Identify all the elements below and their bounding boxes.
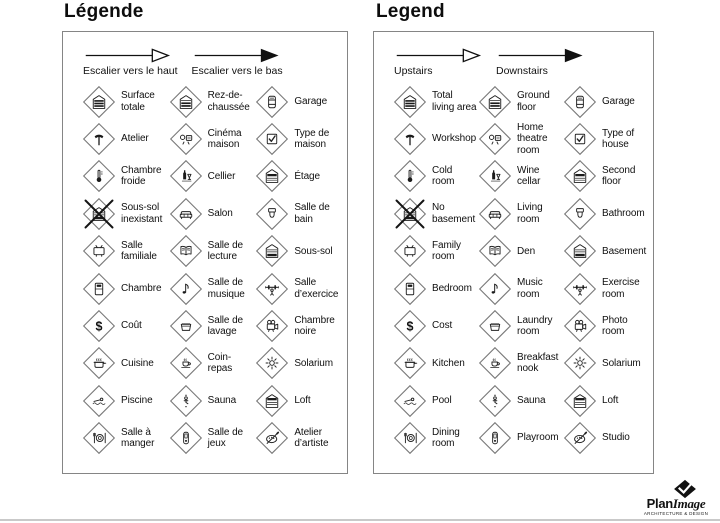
legend-item-thermometer <box>81 158 168 195</box>
legend-item-label: Salle de bain <box>294 202 330 225</box>
legend-item-label: Cellier <box>207 170 236 182</box>
swimmer-icon <box>81 383 117 419</box>
stairs-up-entry <box>83 48 178 77</box>
legend-item-label: Breakfast nook <box>517 351 559 375</box>
legend-item-palette <box>562 420 647 457</box>
english-legend-title: Legend <box>376 1 445 22</box>
legend-item-label: Solarium <box>602 357 641 369</box>
legend-item-label: Salle de lavage <box>207 314 243 338</box>
legend-item-label: Solarium <box>294 357 333 369</box>
barbell-icon <box>254 271 290 307</box>
sun-icon <box>254 345 290 381</box>
sofa-icon <box>477 196 513 232</box>
legend-item-floor-second <box>562 158 647 195</box>
legend-item-label: Coût <box>121 320 142 332</box>
legend-item-label: Home theatre room <box>517 121 548 156</box>
stairs-down-arrow-icon <box>496 48 584 63</box>
legend-item-bed <box>81 270 168 307</box>
stairs-arrows <box>83 48 341 77</box>
swimmer-icon <box>392 383 428 419</box>
legend-item-label: Cold room <box>432 164 455 188</box>
legend-item-book <box>168 233 255 270</box>
legend-item-toilet <box>254 195 341 232</box>
legend-item-label: Cuisine <box>121 357 154 369</box>
wine-icon <box>477 158 513 194</box>
legend-item-floor-basement <box>254 233 341 270</box>
legend-item-label: Coin-repas <box>207 351 233 375</box>
legend-item-label: Chambre froide <box>121 164 162 188</box>
legend-item-sofa <box>168 195 255 232</box>
stairs-down-label: Escalier vers le bas <box>191 65 283 77</box>
coffee-cup-icon <box>477 345 513 381</box>
check-box-icon <box>562 121 598 157</box>
legend-item-label: Rez-de-chaussée <box>207 90 250 113</box>
legend-item-label: Studio <box>602 432 630 444</box>
floor-ground-icon <box>477 84 513 120</box>
legend-item-label: Cost <box>432 320 453 332</box>
coffee-cup-icon <box>168 345 204 381</box>
legend-item-label: Ground floor <box>517 90 550 113</box>
legend-item-label: Kitchen <box>432 357 465 369</box>
stairs-down-arrow-icon <box>192 48 280 63</box>
laundry-icon <box>477 308 513 344</box>
legend-item-label: Laundry room <box>517 314 553 338</box>
dollar-icon <box>81 308 117 344</box>
stairs-down-entry <box>192 48 283 77</box>
projector-icon <box>477 121 513 157</box>
music-note-icon <box>477 271 513 307</box>
tv-icon <box>81 233 117 269</box>
thermometer-icon <box>392 158 428 194</box>
legend-item-label: Family room <box>432 239 461 263</box>
legend-item-barbell <box>562 270 647 307</box>
legend-item-plate <box>392 420 477 457</box>
thermometer-icon <box>81 158 117 194</box>
stairs-down-label: Downstairs <box>496 65 548 77</box>
toy-icon <box>477 420 513 456</box>
hammer-icon <box>81 121 117 157</box>
legend-item-label: Garage <box>602 95 635 107</box>
palette-icon <box>562 420 598 456</box>
english-legend-panel <box>373 31 654 474</box>
legend-item-coffee-cup <box>477 345 562 382</box>
english-legend-grid <box>392 83 647 457</box>
music-note-icon <box>168 271 204 307</box>
legend-item-floor-basement <box>392 195 477 232</box>
legend-item-wine <box>168 158 255 195</box>
toilet-icon <box>254 196 290 232</box>
legend-item-music-note <box>477 270 562 307</box>
legend-item-wine <box>477 158 562 195</box>
legend-item-coffee-cup <box>168 345 255 382</box>
floor-second-icon <box>254 158 290 194</box>
book-icon <box>168 233 204 269</box>
legend-item-tv <box>392 233 477 270</box>
stairs-up-label: Escalier vers le haut <box>83 65 178 77</box>
floor-ground-icon <box>168 84 204 120</box>
wine-icon <box>168 158 204 194</box>
stairs-up-label: Upstairs <box>394 65 433 77</box>
garage-icon <box>254 84 290 120</box>
book-icon <box>477 233 513 269</box>
legend-item-plate <box>81 420 168 457</box>
legend-item-label: Piscine <box>121 395 153 407</box>
legend-item-floor-loft <box>562 382 647 419</box>
legend-item-label: Second floor <box>602 164 636 188</box>
legend-item-projector <box>477 120 562 157</box>
french-legend-grid <box>81 83 341 457</box>
brand-image-text: Image <box>672 496 706 511</box>
legend-item-swimmer <box>81 382 168 419</box>
legend-item-label: Chambre <box>121 282 162 294</box>
floor-basement-icon <box>254 233 290 269</box>
legend-item-laundry <box>477 307 562 344</box>
legend-item-palette <box>254 420 341 457</box>
legend-item-sun <box>562 345 647 382</box>
legend-item-label: Cinéma maison <box>207 127 242 151</box>
legend-item-label: Atelier <box>121 133 149 145</box>
stairs-up-arrow-icon <box>83 48 171 63</box>
legend-item-label: Salle à manger <box>121 426 155 450</box>
legend-item-label: Dining room <box>432 426 460 450</box>
stairs-down-entry <box>496 48 584 77</box>
legend-item-hammer <box>81 120 168 157</box>
legend-item-label: Photo room <box>602 314 628 338</box>
legend-item-movie-camera <box>562 307 647 344</box>
french-legend-panel <box>62 31 348 474</box>
legend-item-thermometer <box>392 158 477 195</box>
legend-item-label: Den <box>517 245 536 257</box>
legend-item-label: Salon <box>207 208 233 220</box>
legend-item-label: Salle de lecture <box>207 239 243 263</box>
legend-item-label: Sauna <box>517 395 546 407</box>
legend-item-barbell <box>254 270 341 307</box>
legend-item-label: Living room <box>517 202 543 225</box>
brand-plan-text: Plan <box>646 496 673 511</box>
sauna-person-icon <box>168 383 204 419</box>
french-legend-title: Légende <box>64 1 144 22</box>
legend-item-garage <box>562 83 647 120</box>
legend-item-toilet <box>562 195 647 232</box>
stairs-up-entry <box>394 48 482 77</box>
legend-item-label: Surface totale <box>121 90 155 113</box>
legend-item-label: Atelier d’artiste <box>294 426 329 450</box>
legend-item-label: Exercise room <box>602 277 640 300</box>
barbell-icon <box>562 271 598 307</box>
stairs-up-arrow-icon <box>394 48 482 63</box>
planimage-wordmark <box>647 497 706 510</box>
floor-basement-icon <box>81 196 117 232</box>
legend-item-label: Salle de musique <box>207 277 245 300</box>
movie-camera-icon <box>254 308 290 344</box>
floor-loft-icon <box>562 383 598 419</box>
legend-item-cooking-pot <box>392 345 477 382</box>
legend-item-floor-ground <box>168 83 255 120</box>
legend-item-projector <box>168 120 255 157</box>
stairs-arrows <box>394 48 647 77</box>
legend-item-floor-all <box>81 83 168 120</box>
legend-item-label: Total living area <box>432 90 477 113</box>
legend-item-hammer <box>392 120 477 157</box>
sauna-person-icon <box>477 383 513 419</box>
legend-item-label: Sauna <box>207 395 237 407</box>
legend-item-label: Type of house <box>602 127 635 151</box>
legend-item-label: Sous-sol <box>294 245 333 257</box>
laundry-icon <box>168 308 204 344</box>
legend-item-floor-basement <box>81 195 168 232</box>
bed-icon <box>81 271 117 307</box>
legend-item-label: Bedroom <box>432 282 472 294</box>
toilet-icon <box>562 196 598 232</box>
legend-item-label: Sous-sol inexistant <box>121 202 163 225</box>
bed-icon <box>392 271 428 307</box>
sofa-icon <box>168 196 204 232</box>
brand-tagline: ARCHITECTURE & DESIGN <box>643 511 709 516</box>
toy-icon <box>168 420 204 456</box>
legend-item-label: Salle d’exercice <box>294 277 339 300</box>
legend-item-sofa <box>477 195 562 232</box>
legend-item-label: Music room <box>517 277 543 300</box>
legend-item-toy <box>477 420 562 457</box>
sun-icon <box>562 345 598 381</box>
legend-item-label: Chambre noire <box>294 314 335 338</box>
legend-item-label: Basement <box>602 245 647 257</box>
legend-item-movie-camera <box>254 307 341 344</box>
legend-item-label: Workshop <box>432 133 477 145</box>
legend-item-label: Pool <box>432 395 452 407</box>
legend-item-tv <box>81 233 168 270</box>
legend-item-label: Étage <box>294 170 320 182</box>
floor-basement-icon <box>562 233 598 269</box>
floor-loft-icon <box>254 383 290 419</box>
projector-icon <box>168 121 204 157</box>
hammer-icon <box>392 121 428 157</box>
cooking-pot-icon <box>392 345 428 381</box>
legend-item-label: Playroom <box>517 432 559 444</box>
legend-item-label: Type de maison <box>294 127 330 151</box>
floor-second-icon <box>562 158 598 194</box>
floor-all-icon <box>81 84 117 120</box>
legend-item-check-box <box>254 120 341 157</box>
tv-icon <box>392 233 428 269</box>
legend-item-book <box>477 233 562 270</box>
garage-icon <box>562 84 598 120</box>
legend-item-label: Loft <box>294 395 311 407</box>
dollar-icon <box>392 308 428 344</box>
legend-item-sauna-person <box>168 382 255 419</box>
legend-item-dollar <box>392 307 477 344</box>
floor-basement-icon <box>392 196 428 232</box>
legend-item-toy <box>168 420 255 457</box>
legend-item-floor-second <box>254 158 341 195</box>
legend-item-bed <box>392 270 477 307</box>
legend-item-floor-loft <box>254 382 341 419</box>
legend-item-floor-ground <box>477 83 562 120</box>
legend-item-label: Bathroom <box>602 208 645 220</box>
legend-item-label: Salle de jeux <box>207 426 243 450</box>
page-bottom-border <box>0 519 720 521</box>
legend-item-laundry <box>168 307 255 344</box>
plate-icon <box>392 420 428 456</box>
legend-item-label: No basement <box>432 202 476 225</box>
palette-icon <box>254 420 290 456</box>
legend-item-label: Garage <box>294 95 328 107</box>
legend-item-floor-all <box>392 83 477 120</box>
legend-item-check-box <box>562 120 647 157</box>
cooking-pot-icon <box>81 345 117 381</box>
planimage-logo <box>644 479 708 516</box>
legend-item-label: Wine cellar <box>517 164 541 188</box>
legend-item-garage <box>254 83 341 120</box>
plate-icon <box>81 420 117 456</box>
check-box-icon <box>254 121 290 157</box>
legend-item-floor-basement <box>562 233 647 270</box>
floor-all-icon <box>392 84 428 120</box>
movie-camera-icon <box>562 308 598 344</box>
legend-item-swimmer <box>392 382 477 419</box>
legend-item-dollar <box>81 307 168 344</box>
legend-item-sun <box>254 345 341 382</box>
legend-item-label: Salle familiale <box>121 239 157 263</box>
legend-item-label: Loft <box>602 395 619 407</box>
legend-item-sauna-person <box>477 382 562 419</box>
legend-item-cooking-pot <box>81 345 168 382</box>
legend-item-music-note <box>168 270 255 307</box>
